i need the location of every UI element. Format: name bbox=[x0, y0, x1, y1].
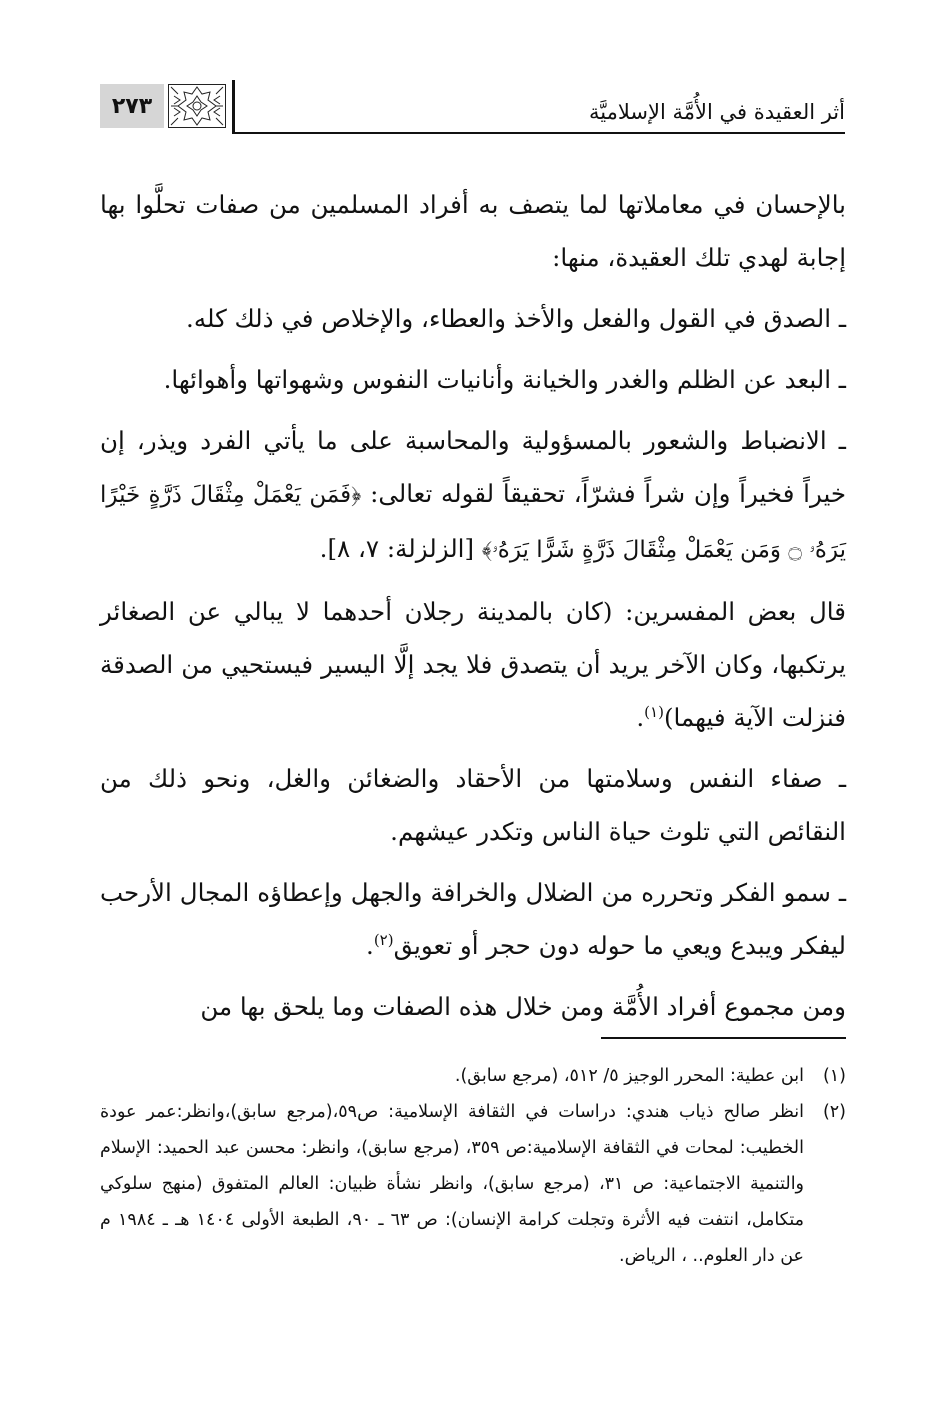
footnote-marker[interactable]: (٢) bbox=[373, 930, 394, 949]
geometric-ornament-icon bbox=[168, 84, 226, 128]
paragraph-text: ـ الانضباط والشعور بالمسؤولية والمحاسبة على ما يأتي الفرد ويذر، إن خيراً فخيراً وإن شراً فشرّاً، تحقيقاً لقوله تعالى: bbox=[100, 426, 846, 508]
paragraph: ـ الصدق في القول والفعل والأخذ والعطاء، والإخلاص في ذلك كله. bbox=[186, 304, 846, 333]
footnote-text: ابن عطية: المحرر الوجيز ٥/ ٥١٢، (مرجع سابق). bbox=[454, 1066, 804, 1086]
paragraph bbox=[100, 866, 846, 972]
running-header bbox=[100, 78, 845, 136]
footnote-separator bbox=[601, 1037, 846, 1039]
paragraph-end: . bbox=[636, 703, 645, 732]
paragraph: ـ صفاء النفس وسلامتها من الأحقاد والضغائن والغل، ونحو ذلك من النقائص التي تلوث حياة الناس وتكدر عيشهم. bbox=[100, 764, 846, 846]
verse-reference: [الزلزلة: ٧، ٨]. bbox=[319, 534, 475, 563]
footnote-number: (٢) bbox=[822, 1102, 846, 1122]
page-number: ٢٧٣ bbox=[100, 84, 164, 128]
paragraph-end: . bbox=[366, 931, 374, 960]
quran-verse: ﴿فَمَن يَعْمَلْ مِثْقَالَ ذَرَّةٍ خَيْرًا يَرَهُۥ ۝ وَمَن يَعْمَلْ مِثْقَالَ ذَرَّةٍ شَرًّا يَرَهُۥ﴾ bbox=[100, 482, 846, 563]
header-title: أثر العقيدة في الأُمَّة الإسلاميَّة bbox=[589, 100, 845, 124]
paragraph bbox=[100, 585, 846, 744]
paragraph bbox=[100, 414, 846, 577]
main-text bbox=[100, 178, 846, 1041]
footnote-marker[interactable]: (١) bbox=[644, 702, 664, 721]
paragraph-text: ـ سمو الفكر وتحرره من الضلال والخرافة والجهل وإعطاؤه المجال الأرحب ليفكر ويبدع ويعي ما حوله دون حجر أو تعويق bbox=[100, 878, 846, 960]
paragraph-text: قال بعض المفسرين: (كان بالمدينة رجلان أحدهما لا يبالي عن الصغائر يرتكبها، وكان الآخر يريد أن يتصدق فلا يجد إلَّا اليسير فيستحيي من الصدقة فنزلت الآية فيهما) bbox=[100, 597, 846, 732]
header-rule bbox=[232, 132, 845, 134]
header-divider bbox=[232, 80, 235, 132]
paragraph: ـ البعد عن الظلم والغدر والخيانة وأنانيات النفوس وشهواتها وأهوائها. bbox=[163, 365, 846, 394]
footnote bbox=[100, 1094, 846, 1274]
footnote-number: (١) bbox=[822, 1066, 846, 1086]
footnote-text: انظر صالح ذياب هندي: دراسات في الثقافة الإسلامية: ص٥٩،(مرجع سابق)،وانظر:عمر عودة الخطيب: لمحات في الثقافة الإسلامية:ص ٣٥٩، (مرجع سابق)، وانظر: محسن عبد الحميد: الإسلام والتنمية الاجتماعية: ص ٣١، (مرجع سابق)، وانظر نشأة ظبيان: العالم المتفوق (منهج سلوكي متكامل، انتفت فيه الأثرة وتجلت كرامة الإنسان): ص ٦٣ ـ ٩٠، الطبعة الأولى ١٤٠٤ هـ ـ ١٩٨٤ م عن دار العلوم.. ، الرياض. bbox=[100, 1102, 805, 1266]
paragraph: ومن مجموع أفراد الأُمَّة ومن خلال هذه الصفات وما يلحق بها من bbox=[200, 992, 846, 1021]
footnotes bbox=[100, 1058, 846, 1274]
footnote bbox=[100, 1058, 846, 1094]
page-number-box bbox=[100, 84, 226, 128]
paragraph: بالإحسان في معاملاتها لما يتصف به أفراد المسلمين من صفات تحلَّوا بها إجابة لهدي تلك العقيدة، منها: bbox=[100, 190, 846, 272]
